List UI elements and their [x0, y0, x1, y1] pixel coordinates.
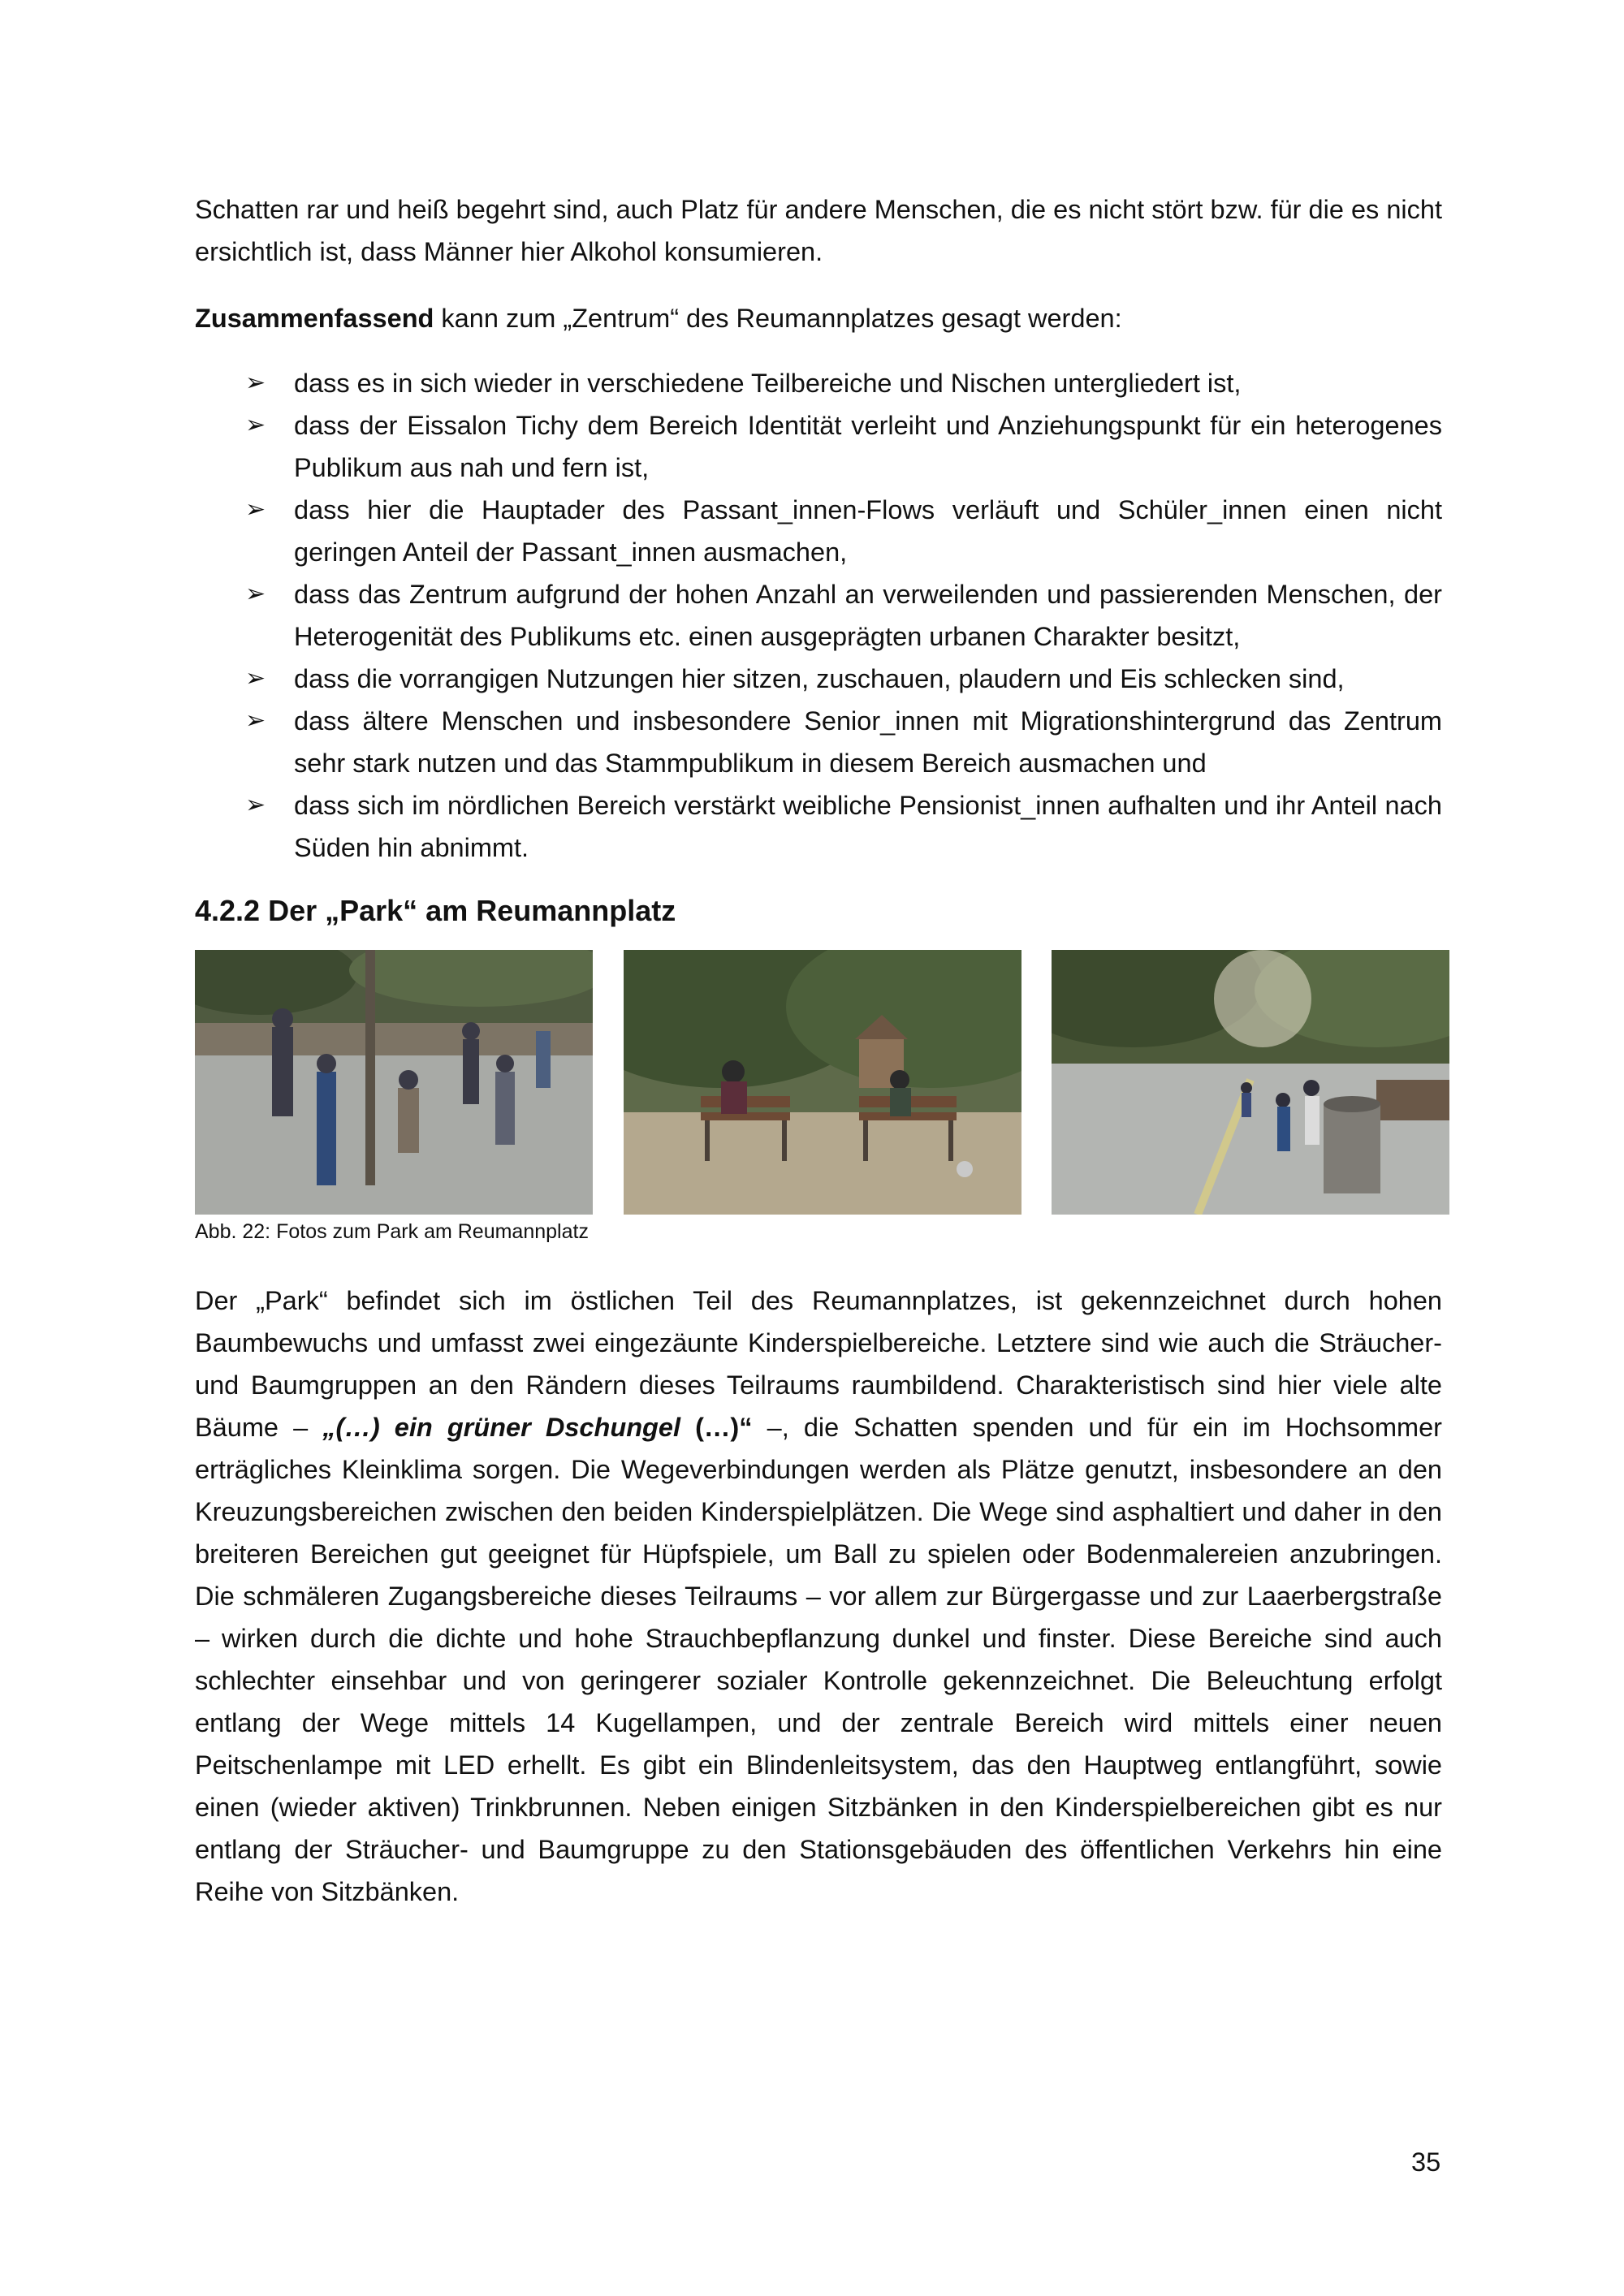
quote-bold: (…)“	[680, 1413, 753, 1442]
arrowhead-bullet-icon: ➢	[245, 369, 266, 396]
list-item: ➢ dass das Zentrum aufgrund der hohen Anzahl an verweilenden und passierenden Menschen, der Heterogenität des Publikums etc. einen ausgeprägten urbanen Charakter besitzt,	[195, 573, 1442, 658]
photo-children-playing	[195, 950, 593, 1215]
arrowhead-bullet-icon: ➢	[245, 707, 266, 734]
arrowhead-bullet-icon: ➢	[245, 580, 266, 607]
list-item: ➢ dass sich im nördlichen Bereich verstärkt weibliche Pensionist_innen aufhalten und ihr Anteil nach Süden hin abnimmt.	[195, 784, 1442, 869]
list-item: ➢ dass es in sich wieder in verschiedene Teilbereiche und Nischen untergliedert ist,	[195, 362, 1442, 404]
list-item: ➢ dass die vorrangigen Nutzungen hier sitzen, zuschauen, plaudern und Eis schlecken sind,	[195, 658, 1442, 700]
summary-list	[195, 362, 1442, 869]
photo-row	[195, 950, 1449, 1215]
section-heading: 4.2.2 Der „Park“ am Reumannplatz	[195, 894, 676, 927]
intro-paragraph: Schatten rar und heiß begehrt sind, auch Platz für andere Menschen, die es nicht stört bzw. für die es nicht ersichtlich ist, dass Männer hier Alkohol konsumieren.	[195, 195, 1442, 266]
arrowhead-bullet-icon: ➢	[245, 792, 266, 818]
figure-caption: Abb. 22: Fotos zum Park am Reumannplatz	[195, 1220, 589, 1243]
quote-bold-italic: „(…) ein grüner Dschungel	[322, 1413, 680, 1442]
summary-lead-rest: kann zum „Zentrum“ des Reumannplatzes gesagt werden:	[434, 304, 1122, 333]
summary-lead	[195, 297, 1442, 339]
park-description-paragraph: Der „Park“ befindet sich im östlichen Teil des Reumannplatzes, ist gekennzeichnet durch hohen Baumbewuchs und umfasst zwei eingezäunte Kinderspielbereiche. Letztere sind wie auch die Sträucher- und Baumgruppen an den Rändern dieses Teilraums raumbildend. Charakteristisch sind hier viele alte Bäume – „(…) ein grüner Dschungel (…)“ –, die Schatten spenden und für ein im Hochsommer erträgliches Kleinklima sorgen. Die Wegeverbindungen werden als Plätze genutzt, insbesondere an den Kreuzungsbereichen zwischen den beiden Kinderspielplätzen. Die Wege sind asphaltiert und daher in den breiteren Bereichen gut geeignet für Hüpfspiele, um Ball zu spielen oder Bodenmalereien anzubringen. Die schmäleren Zugangsbereiche dieses Teilraums – vor allem zur Bürgergasse und zur Laaerbergstraße – wirken durch die dichte und hohe Strauchbepflanzung dunkel und finster. Diese Bereiche sind auch schlechter einsehbar und von geringerer sozialer Kontrolle gekennzeichnet. Die Beleuchtung erfolgt entlang der Wege mittels 14 Kugellampen, und der zentrale Bereich wird mittels einer neuen Peitschenlampe mit LED erhellt. Es gibt ein Blindenleitsystem, das den Hauptweg entlangführt, sowie einen (wieder aktiven) Trinkbrunnen. Neben einigen Sitzbänken in den Kinderspielbereichen gibt es nur entlang der Sträucher- und Baumgruppe zu den Stationsgebäuden des öffentlichen Verkehrs hin eine Reihe von Sitzbänken.	[195, 1286, 1442, 1906]
page-number: 35	[1411, 2147, 1441, 2177]
photo-benches-playground	[624, 950, 1021, 1215]
list-item: ➢ dass ältere Menschen und insbesondere Senior_innen mit Migrationshintergrund das Zentrum sehr stark nutzen und das Stammpublikum in diesem Bereich ausmachen und	[195, 700, 1442, 784]
arrowhead-bullet-icon: ➢	[245, 496, 266, 523]
photo-paved-path	[1052, 950, 1449, 1215]
list-item: ➢ dass hier die Hauptader des Passant_innen-Flows verläuft und Schüler_innen einen nicht geringen Anteil der Passant_innen ausmachen,	[195, 489, 1442, 573]
summary-lead-bold: Zusammenfassend	[195, 304, 434, 333]
arrowhead-bullet-icon: ➢	[245, 412, 266, 438]
list-item: ➢ dass der Eissalon Tichy dem Bereich Identität verleiht und Anziehungspunkt für ein heterogenes Publikum aus nah und fern ist,	[195, 404, 1442, 489]
page-content	[195, 188, 1442, 1913]
arrowhead-bullet-icon: ➢	[245, 665, 266, 692]
